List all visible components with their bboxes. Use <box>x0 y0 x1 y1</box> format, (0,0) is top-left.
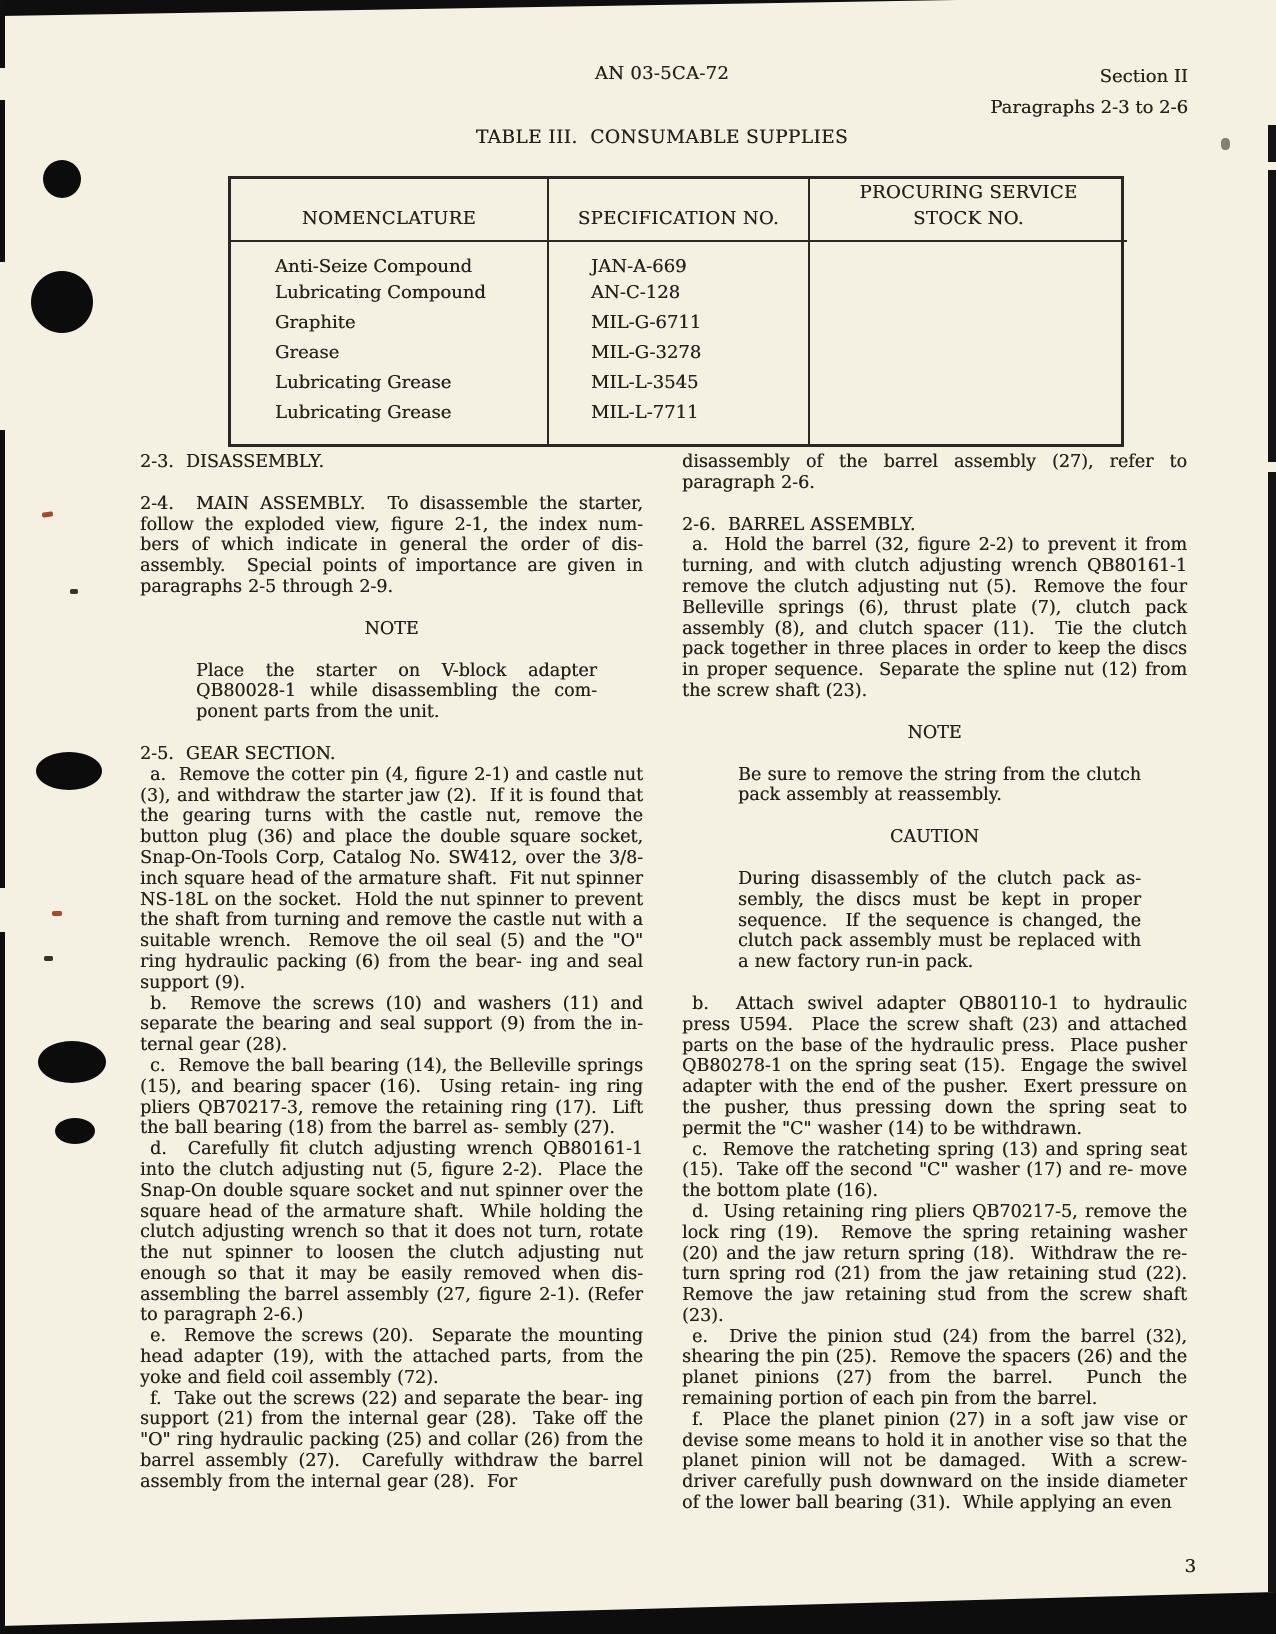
section-heading: 2-5. GEAR SECTION. <box>140 743 336 764</box>
section-label: Section II <box>1099 66 1188 87</box>
body-paragraph: e. Drive the pinion stud (24) from the barrel (32), shearing the pin (25). Remove the spacers (26) and the planet pinions (27) from the barrel. Punch the remaining portion of each pin from the barrel. <box>682 1326 1194 1410</box>
table-cell: JAN-A-669 <box>548 241 809 277</box>
body-paragraph: b. Attach swivel adapter QB80110-1 to hydraulic press U594. Place the screw shaft (23) and attached parts on the base of the hydraulic press. Place pusher QB80278-1 on the spring seat (15). Engage the swivel adapter with the end of the pusher. Exert pressure on the pusher, thus pressing down the spring seat to permit the "C" washer (14) to be withdrawn. <box>682 993 1194 1139</box>
ink-speck <box>70 589 78 594</box>
center-heading: NOTE <box>907 722 962 743</box>
table-cell <box>809 241 1127 277</box>
table-cell <box>231 427 548 444</box>
scan-edge-left <box>0 430 5 888</box>
table-row <box>231 397 1127 427</box>
scan-edge-left <box>0 932 5 1626</box>
section-heading: 2-3. DISASSEMBLY. <box>140 452 325 472</box>
document-number: AN 03-5CA-72 <box>594 63 730 84</box>
paragraphs-range-label: Paragraphs 2-3 to 2-6 <box>990 97 1188 118</box>
section-reference <box>990 61 1188 123</box>
section-heading: 2-6. BARREL ASSEMBLY. <box>682 514 916 535</box>
supplies-table-body <box>231 241 1127 444</box>
table-row <box>231 241 1127 277</box>
scan-edge-top <box>0 0 1276 16</box>
text-column-left <box>140 452 650 1493</box>
table-cell: Lubricating Compound <box>275 281 486 303</box>
note-paragraph: During disassembly of the clutch pack as- sembly, the discs must be kept in proper sequence. If the sequence is changed, the clutch pack assembly must be replaced with a new factory run-in pack. <box>738 868 1148 973</box>
binder-hole-dot <box>43 160 81 198</box>
scan-edge-bottom <box>0 1592 1276 1634</box>
scan-edge-left <box>0 0 5 68</box>
column-header-specification-no: SPECIFICATION NO. <box>548 179 809 241</box>
body-paragraph: d. Using retaining ring pliers QB70217-5, remove the lock ring (19). Remove the spring retaining washer (20) and the jaw return spring (18). Withdraw the re- turn spring rod (21) from the jaw retaining stud (22). Remove the jaw retaining stud from the screw shaft (23). <box>682 1201 1194 1326</box>
ink-speck <box>42 511 54 517</box>
table-cell <box>809 367 1127 397</box>
table-row <box>231 307 1127 337</box>
binder-hole-dot <box>55 1118 95 1144</box>
body-paragraph: a. Remove the cotter pin (4, figure 2-1) and castle nut (3), and withdraw the starter jaw (2). If it is found that the gearing turns with the castle nut, remove the button plug (36) and place the double square socket, Snap-On-Tools Corp, Catalog No. SW412, over the 3/8-inch square head of the armature shaft. Fit nut spinner NS-18L on the socket. Hold the nut spinner to prevent the shaft from turning and remove the castle nut with a suitable wrench. Remove the oil seal (5) and the "O" ring hydraulic packing (6) from the bear- ing and seal support (9). <box>140 764 650 993</box>
note-paragraph: Be sure to remove the string from the clutch pack assembly at reassembly. <box>738 764 1148 806</box>
table-cell: Lubricating Grease <box>275 371 452 393</box>
table-cell <box>809 337 1127 367</box>
table-cell: MIL-L-7711 <box>548 397 809 427</box>
table-cell: Anti-Seize Compound <box>275 256 473 277</box>
table-cell: AN-C-128 <box>548 277 809 307</box>
table-cell <box>548 427 809 444</box>
body-paragraph: a. Hold the barrel (32, figure 2-2) to prevent it from turning, and with clutch adjusting wrench QB80161-1 remove the clutch adjusting nut (5). Remove the four Belleville springs (6), thrust plate (7), clutch pack assembly (8), and clutch spacer (11). Tie the clutch pack together in three places in order to keep the discs in proper sequence. Separate the spline nut (12) from the screw shaft (23). <box>682 535 1194 701</box>
column-header-procuring-service-stock-no: PROCURING SERVICE STOCK NO. <box>809 179 1127 241</box>
table-cell <box>809 277 1127 307</box>
table-cell <box>809 427 1127 444</box>
table-cell <box>809 397 1127 427</box>
table-row <box>231 337 1127 367</box>
body-paragraph: f. Place the planet pinion (27) in a soft jaw vise or devise some means to hold it in another vise so that the planet pinion will not be damaged. With a screw- driver carefully push downward on the inside diameter of the lower ball bearing (31). While applying an even <box>682 1409 1194 1514</box>
table-row <box>231 277 1127 307</box>
scan-edge-left <box>0 100 5 262</box>
ink-speck <box>52 911 62 916</box>
table-header-row <box>231 179 1127 241</box>
body-paragraph: e. Remove the screws (20). Separate the mounting head adapter (19), with the attached parts, from the yoke and field coil assembly (72). <box>140 1326 650 1388</box>
column-header-nomenclature: NOMENCLATURE <box>231 179 548 241</box>
binder-hole-dot <box>38 1041 106 1083</box>
body-paragraph: b. Remove the screws (10) and washers (11) and separate the bearing and seal support (9) from the in- ternal gear (28). <box>140 993 650 1056</box>
table-filler-row <box>231 427 1127 444</box>
center-heading: NOTE <box>364 618 419 639</box>
table-title: TABLE III. CONSUMABLE SUPPLIES <box>475 127 849 148</box>
body-paragraph: f. Take out the screws (22) and separate the bear- ing support (21) from the internal gear (28). Take off the "O" ring hydraulic packing (25) and collar (26) from the barrel assembly (27). Carefully withdraw the barrel assembly from the internal gear (28). For <box>140 1388 650 1492</box>
page-number: 3 <box>1184 1556 1196 1577</box>
consumable-supplies-table <box>228 176 1124 447</box>
scan-edge-right <box>1268 472 1276 1592</box>
body-paragraph: d. Carefully fit clutch adjusting wrench QB80161-1 into the clutch adjusting nut (5, figure 2-2). Place the Snap-On double square socket and nut spinner over the square head of the armature shaft. While holding the clutch adjusting wrench so that it does not turn, rotate the nut spinner to loosen the clutch adjusting nut enough so that it may be easily removed when dis- assembling the barrel assembly (27, figure 2-1). (Refer to paragraph 2-6.) <box>140 1139 650 1326</box>
body-paragraph: disassembly of the barrel assembly (27), refer to paragraph 2-6. <box>682 452 1194 493</box>
table-cell <box>809 307 1127 337</box>
table-cell: MIL-L-3545 <box>548 367 809 397</box>
table-cell: MIL-G-6711 <box>548 307 809 337</box>
body-paragraph: c. Remove the ratcheting spring (13) and spring seat (15). Take off the second "C" washer (17) and re- move the bottom plate (16). <box>682 1139 1194 1202</box>
text-column-right <box>682 452 1194 1514</box>
center-heading: CAUTION <box>889 827 980 848</box>
binder-hole-dot <box>36 752 102 790</box>
table-row <box>231 367 1127 397</box>
binder-hole-dot <box>31 271 93 333</box>
note-paragraph: Place the starter on V-block adapter QB80028-1 while disassembling the com- ponent parts from the unit. <box>196 660 604 723</box>
table-cell: Lubricating Grease <box>275 401 452 423</box>
table-cell: MIL-G-3278 <box>548 337 809 367</box>
table-cell: Graphite <box>275 311 356 333</box>
scan-edge-right <box>1268 170 1276 462</box>
body-paragraph: c. Remove the ball bearing (14), the Belleville springs (15), and bearing spacer (16). Using retain- ing ring pliers QB70217-3, remove the retaining ring (17). Lift the ball bearing (18) from the barrel as- sembly (27). <box>140 1055 650 1139</box>
body-paragraph: 2-4. MAIN ASSEMBLY. To disassemble the starter, follow the exploded view, figure 2-1, the index num- bers of which indicate in general the order of dis- assembly. Special points of importance are given in paragraphs 2-5 through 2-9. <box>140 493 650 597</box>
ink-speck <box>44 956 53 961</box>
table-cell: Grease <box>275 341 340 363</box>
